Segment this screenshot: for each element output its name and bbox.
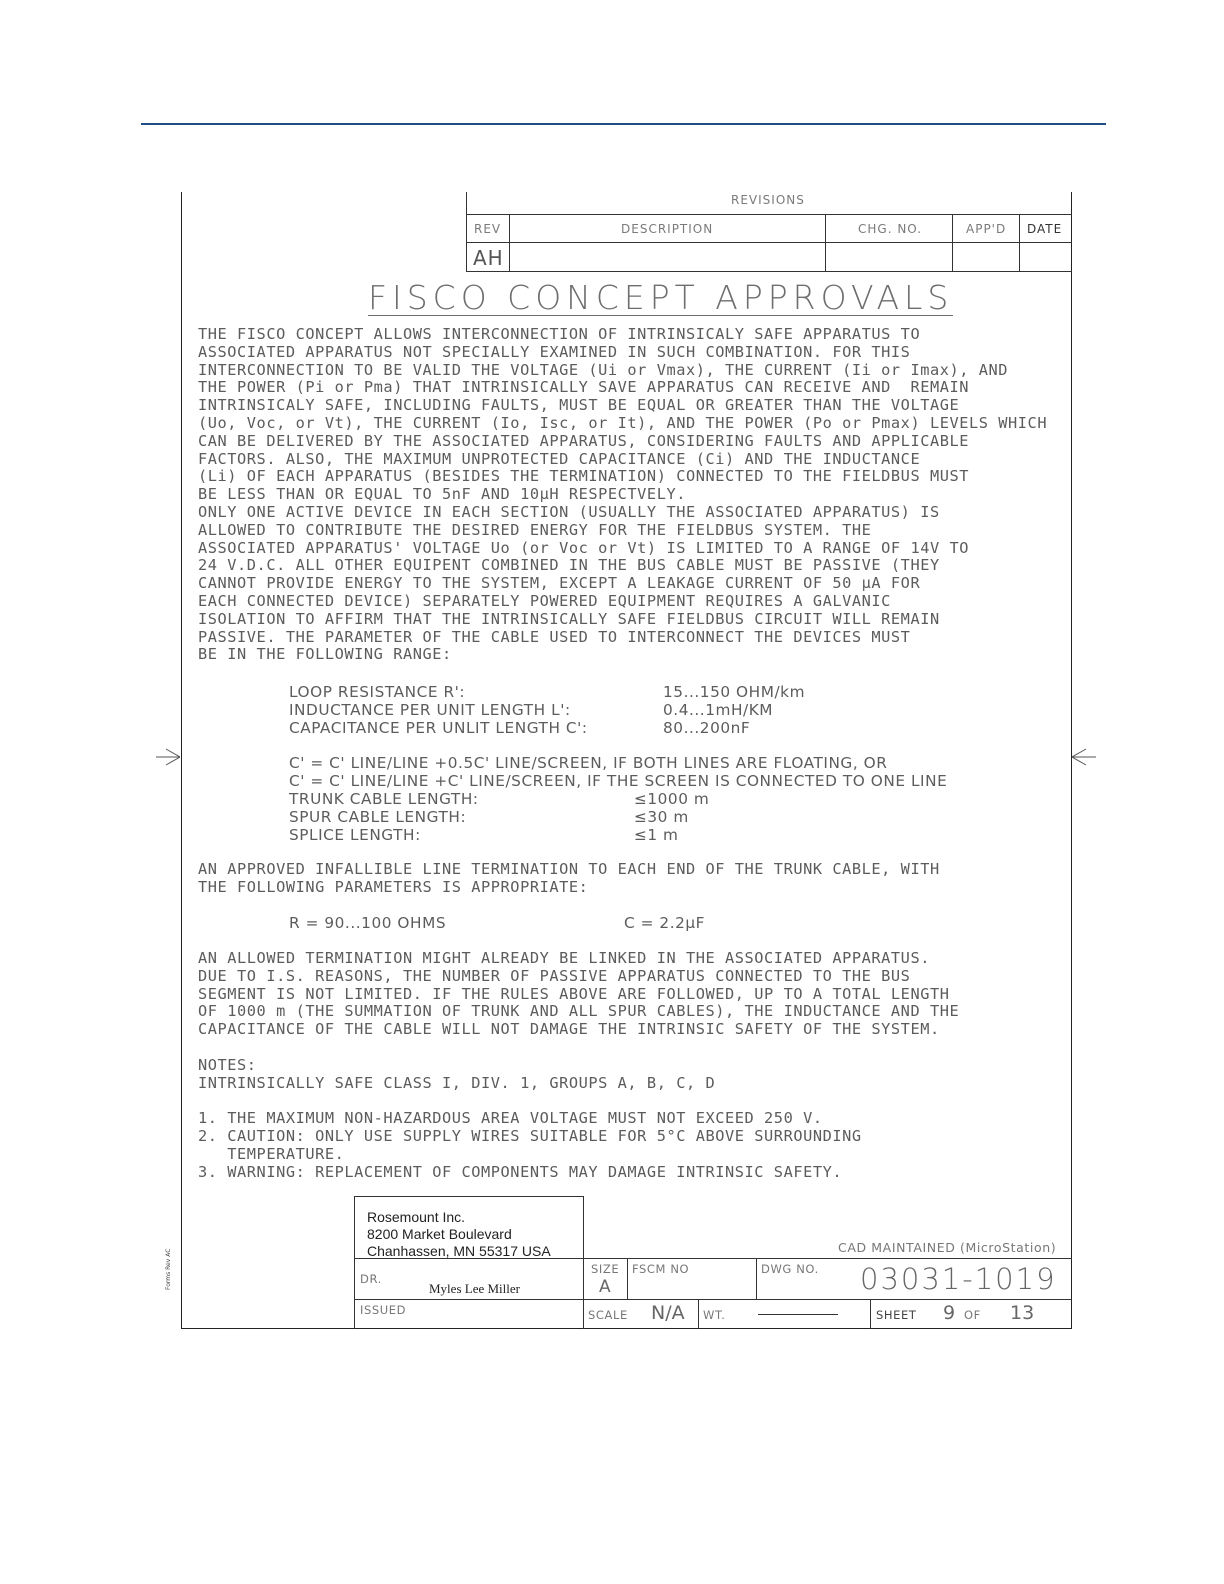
rev-border <box>509 214 510 272</box>
col-chg-no: CHG. NO. <box>858 222 923 236</box>
cad-maintained: CAD MAINTAINED (MicroStation) <box>838 1240 1057 1255</box>
fscm-label: FSCM NO <box>632 1262 690 1276</box>
revisions-table <box>466 192 1072 272</box>
col-description: DESCRIPTION <box>621 222 714 236</box>
termination-r: R = 90...100 OHMS <box>289 914 447 932</box>
col-date: DATE <box>1027 222 1063 236</box>
intro-paragraph: THE FISCO CONCEPT ALLOWS INTERCONNECTION OF INTRINSICALY SAFE APPARATUS TO ASSOCIATED APPARATUS NOT SPECIALLY EXAMINED IN SUCH COMBINATION. FOR THIS INTERCONNECTION TO BE VALID THE VOLTAGE (Ui or Vmax), THE CURRENT (Ii or Imax), AND THE POWER (Pi or Pma) THAT INTRINSICALLY SAVE APPARATUS CAN RECEIVE AND REMAIN INTRINSICALY SAFE, INCLUDING FAULTS, MUST BE EQUAL OR GREATER THAN THE VOLTAGE (Uo, Voc, or Vt), THE CURRENT (Io, Isc, or It), AND THE POWER (Po or Pmax) LEVELS WHICH CAN BE DELIVERED BY THE ASSOCIATED APPARATUS, CONSIDERING FAULTS AND APPLICABLE FACTORS. ALSO, THE MAXIMUM UNPROTECTED CAPACITANCE (Ci) AND THE INDUCTANCE (Li) OF EACH APPARATUS (BESIDES THE TERMINATION) CONNECTED TO THE FIELDBUS MUST BE LESS THAN OR EQUAL TO 5nF AND 10µH RESPECTVELY. ONLY ONE ACTIVE DEVICE IN EACH SECTION (USUALLY THE ASSOCIATED APPARATUS) IS ALLOWED TO CONTRIBUTE THE DESIRED ENERGY FOR THE FIELDBUS SYSTEM. THE ASSOCIATED APPARATUS' VOLTAGE Uo (or Voc or Vt) IS LIMITED TO A RANGE OF 14V TO 24 V.D.C. ALL OTHER EQUIPENT COMBINED IN THE BUS CABLE MUST BE PASSIVE (THEY CANNOT PROVIDE ENERGY TO THE SYSTEM, EXCEPT A LEAKAGE CURRENT OF 50 µA FOR EACH CONNECTED DEVICE) SEPARATELY POWERED EQUIPMENT REQUIRES A GALVANIC ISOLATION TO AFFIRM THAT THE INTRINSICALLY SAFE FIELDBUS CIRCUIT WILL REMAIN PASSIVE. THE PARAMETER OF THE CABLE USED TO INTERCONNECT THE DEVICES MUST BE IN THE FOLLOWING RANGE: <box>198 325 1048 664</box>
tb-border <box>698 1299 699 1329</box>
frame-left-border <box>181 192 182 1329</box>
header-rule <box>141 123 1106 125</box>
company-city: Chanhassen, MN 55317 USA <box>367 1243 551 1259</box>
scale-label: SCALE <box>588 1308 628 1322</box>
rev-border <box>466 214 1072 215</box>
sheet-label: SHEET <box>876 1308 917 1322</box>
right-center-arrow-icon <box>1072 748 1096 766</box>
rev-border <box>952 214 953 272</box>
param-label: INDUCTANCE PER UNIT LENGTH L': <box>289 701 571 719</box>
param-label: CAPACITANCE PER UNLIT LENGTH C': <box>289 719 588 737</box>
rev-border <box>466 242 1072 243</box>
dwg-label: DWG NO. <box>761 1262 819 1276</box>
c-formula: C' = C' LINE/LINE +C' LINE/SCREEN, IF THE SCREEN IS CONNECTED TO ONE LINE <box>289 772 948 790</box>
rev-border <box>1019 214 1020 272</box>
sheet-total: 13 <box>1010 1302 1035 1324</box>
tb-border <box>354 1196 355 1329</box>
tb-border <box>756 1258 757 1300</box>
tb-border <box>354 1196 583 1197</box>
rev-border <box>466 192 467 272</box>
scale-value: N/A <box>651 1302 685 1324</box>
col-appd: APP'D <box>966 222 1007 236</box>
col-rev: REV <box>474 222 502 236</box>
revisions-header: REVISIONS <box>731 193 805 207</box>
allowed-paragraph: AN ALLOWED TERMINATION MIGHT ALREADY BE LINKED IN THE ASSOCIATED APPARATUS. DUE TO I.S. REASONS, THE NUMBER OF PASSIVE APPARATUS CONNECTED TO THE BUS SEGMENT IS NOT LIMITED. IF THE RULES ABOVE ARE FOLLOWED, UP TO A TOTAL LENGTH OF 1000 m (THE SUMMATION OF TRUNK AND ALL SPUR CABLES), THE INDUCTANCE AND THE CAPACITANCE OF THE CABLE WILL NOT DAMAGE THE INTRINSIC SAFETY OF THE SYSTEM. <box>198 949 960 1039</box>
termination-paragraph: AN APPROVED INFALLIBLE LINE TERMINATION TO EACH END OF THE TRUNK CABLE, WITH THE FOLLOWING PARAMETERS IS APPROPRIATE: <box>198 860 940 896</box>
param-value: 15...150 OHM/km <box>663 683 806 701</box>
length-value: ≤1 m <box>634 826 679 844</box>
param-value: 80...200nF <box>663 719 751 737</box>
tb-border <box>354 1299 1072 1300</box>
notes-block: NOTES: INTRINSICALLY SAFE CLASS I, DIV. 1, GROUPS A, B, C, D 1. THE MAXIMUM NON-HAZARDOUS AREA VOLTAGE MUST NOT EXCEED 250 V. 2. CAUTION: ONLY USE SUPPLY WIRES SUITABLE FOR 5°C ABOVE SURROUNDING TEMPERATURE. 3. WARNING: REPLACEMENT OF COMPONENTS MAY DAMAGE INTRINSIC SAFETY. <box>198 1056 862 1181</box>
length-value: ≤30 m <box>634 808 689 826</box>
sheet-number: 9 <box>943 1302 956 1324</box>
tb-border <box>583 1196 584 1329</box>
length-label: SPLICE LENGTH: <box>289 826 421 844</box>
company-street: 8200 Market Boulevard <box>367 1226 512 1242</box>
param-label: LOOP RESISTANCE R': <box>289 683 466 701</box>
dr-label: DR. <box>360 1272 382 1286</box>
issued-label: ISSUED <box>360 1303 407 1317</box>
wt-dash <box>758 1314 838 1315</box>
termination-c: C = 2.2µF <box>624 914 706 932</box>
size-value: A <box>599 1277 611 1297</box>
company-address <box>367 1209 551 1260</box>
drawing-number: 03031-1019 <box>860 1262 1057 1296</box>
length-value: ≤1000 m <box>634 790 710 808</box>
tb-border <box>870 1299 871 1329</box>
company-name: Rosemount Inc. <box>367 1209 466 1225</box>
left-center-arrow-icon <box>156 748 180 766</box>
frame-bottom-border <box>181 1328 1072 1329</box>
rev-border <box>825 214 826 272</box>
rev-border <box>466 271 1072 272</box>
c-formula: C' = C' LINE/LINE +0.5C' LINE/SCREEN, IF BOTH LINES ARE FLOATING, OR <box>289 754 888 772</box>
param-value: 0.4...1mH/KM <box>663 701 774 719</box>
size-label: SIZE <box>591 1262 620 1276</box>
of-label: OF <box>964 1308 981 1322</box>
length-label: SPUR CABLE LENGTH: <box>289 808 467 826</box>
tb-border <box>627 1258 628 1300</box>
page-title: FISCO CONCEPT APPROVALS <box>368 278 954 317</box>
length-label: TRUNK CABLE LENGTH: <box>289 790 479 808</box>
wt-label: WT. <box>703 1308 726 1322</box>
rev-letter: AH <box>473 246 504 270</box>
form-revision: Forms Rev AC <box>165 1248 172 1290</box>
drafter-signature: Myles Lee Miller <box>429 1281 520 1296</box>
